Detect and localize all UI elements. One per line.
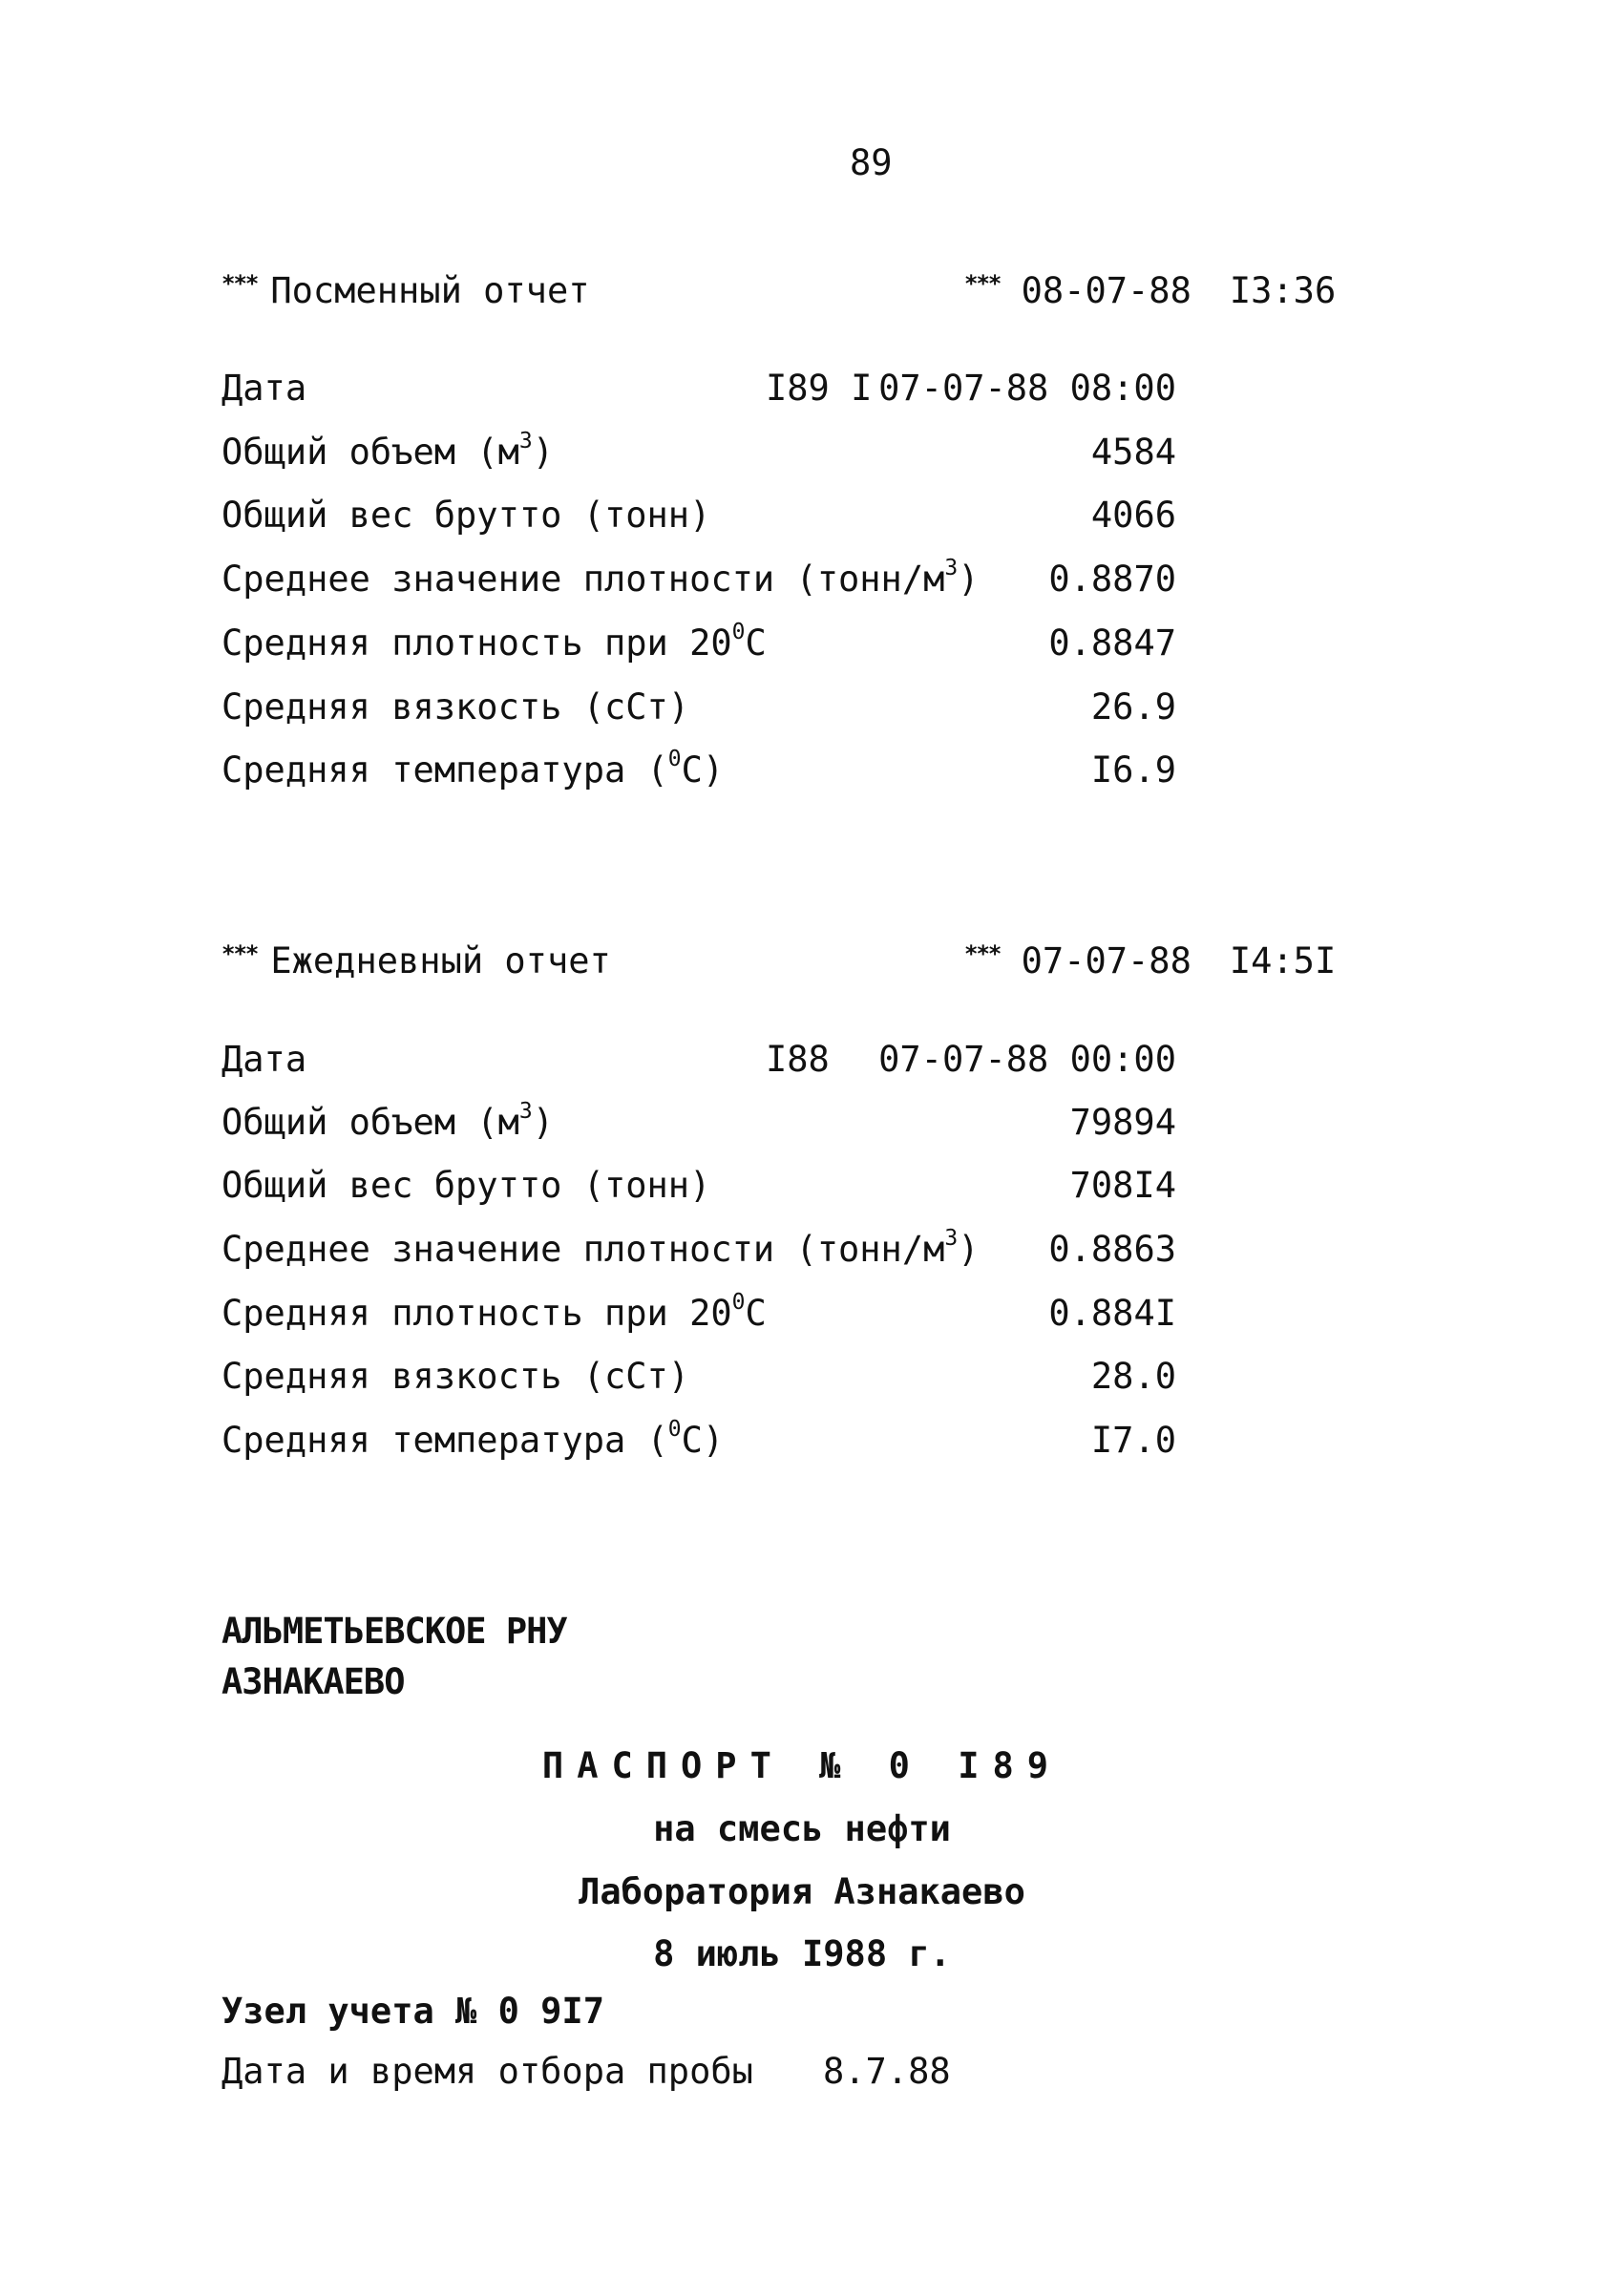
row-label: Общий вес брутто (тонн) bbox=[221, 1165, 711, 1206]
daily-report-stamp-date: 07-07-88 bbox=[1021, 940, 1192, 981]
row-value: 708I4 bbox=[1069, 1165, 1176, 1206]
passport-date: 8 июль I988 г. bbox=[653, 1933, 951, 1974]
row-value: 0.8870 bbox=[1048, 559, 1176, 600]
organization-name: АЛЬМЕТЬЕВСКОЕ РНУ bbox=[221, 1611, 567, 1652]
daily-report-stamp-time: I4:5I bbox=[1229, 940, 1337, 981]
page-number: 89 bbox=[850, 142, 893, 183]
shift-row-volume bbox=[221, 428, 1176, 479]
row-label: Среднее значение плотности $(тонн/м^3)$ bbox=[221, 555, 980, 600]
row-value: 26.9 bbox=[1090, 686, 1176, 728]
row-value: I7.0 bbox=[1090, 1420, 1176, 1461]
daily-report-header bbox=[221, 940, 1339, 988]
daily-report-title: Ежедневный отчет bbox=[270, 940, 611, 981]
shift-report-stamp-date: 08-07-88 bbox=[1021, 270, 1192, 311]
organization-site: АЗНАКАЕВО bbox=[221, 1661, 405, 1702]
row-value: 28.0 bbox=[1090, 1356, 1176, 1397]
shift-row-temperature bbox=[221, 746, 1176, 797]
row-value: I6.9 bbox=[1090, 749, 1176, 791]
passport-subtitle: на смесь нефти bbox=[653, 1808, 951, 1849]
row-value: 79894 bbox=[1069, 1102, 1176, 1143]
row-label: Средняя плотность при $20^0С$ bbox=[221, 619, 767, 664]
daily-row-viscosity bbox=[221, 1356, 1176, 1403]
sampling-value: 8.7.88 bbox=[823, 2051, 951, 2092]
row-value: 07-07-88 08:00 bbox=[878, 368, 1176, 409]
daily-report-stamp bbox=[964, 940, 1336, 981]
daily-row-avg-density bbox=[221, 1225, 1176, 1276]
shift-row-viscosity bbox=[221, 686, 1176, 734]
shift-report-stamp-time: I3:36 bbox=[1229, 270, 1337, 311]
shift-report-title: Посменный отчет bbox=[270, 270, 590, 311]
row-label: Среднее значение плотности $(тонн/м^3)$ bbox=[221, 1225, 980, 1270]
shift-row-date bbox=[221, 368, 1176, 415]
row-label: Общий объем $(м^3)$ bbox=[221, 428, 554, 473]
daily-row-temperature bbox=[221, 1416, 1176, 1467]
daily-row-volume bbox=[221, 1098, 1176, 1150]
passport-laboratory: Лаборатория Азнакаево bbox=[579, 1871, 1025, 1912]
row-label: Средняя вязкость (сСт) bbox=[221, 1356, 690, 1397]
row-label: Общий объем $(м^3)$ bbox=[221, 1098, 554, 1143]
row-value: 07-07-88 00:00 bbox=[878, 1039, 1176, 1080]
report-marker: *** bbox=[221, 940, 258, 967]
stamp-marker: *** bbox=[964, 270, 1001, 297]
report-marker: *** bbox=[221, 270, 258, 297]
row-label: Общий вес брутто (тонн) bbox=[221, 495, 711, 536]
shift-row-density-20c bbox=[221, 619, 1176, 670]
row-value: 0.884I bbox=[1048, 1293, 1176, 1334]
row-label: Средняя вязкость (сСт) bbox=[221, 686, 690, 728]
row-value: 0.8847 bbox=[1048, 622, 1176, 664]
daily-row-date bbox=[221, 1039, 1176, 1086]
row-value: 0.8863 bbox=[1048, 1229, 1176, 1270]
passport-title: ПАСПОРТ № 0 I89 bbox=[541, 1745, 1063, 1786]
row-label: Средняя плотность при $20^0С$ bbox=[221, 1289, 767, 1334]
shift-report-id: I89 I bbox=[766, 368, 873, 409]
row-label: Дата bbox=[221, 368, 307, 409]
row-label: Средняя температура ($^0$С) bbox=[221, 746, 725, 791]
row-value: 4066 bbox=[1090, 495, 1176, 536]
metering-node: Узел учета № 0 9I7 bbox=[221, 1991, 604, 2032]
sampling-label: Дата и время отбора пробы bbox=[221, 2051, 753, 2092]
shift-report-header bbox=[221, 270, 1339, 318]
row-label: Средняя температура ($^0$С) bbox=[221, 1416, 725, 1461]
daily-report-id: I88 bbox=[766, 1039, 830, 1080]
stamp-marker: *** bbox=[964, 940, 1001, 967]
daily-row-density-20c bbox=[221, 1289, 1176, 1340]
row-label: Дата bbox=[221, 1039, 307, 1080]
shift-row-avg-density bbox=[221, 555, 1176, 606]
daily-row-gross-weight bbox=[221, 1165, 1176, 1213]
shift-report-stamp bbox=[964, 270, 1336, 311]
row-value: 4584 bbox=[1090, 432, 1176, 473]
shift-row-gross-weight bbox=[221, 495, 1176, 542]
